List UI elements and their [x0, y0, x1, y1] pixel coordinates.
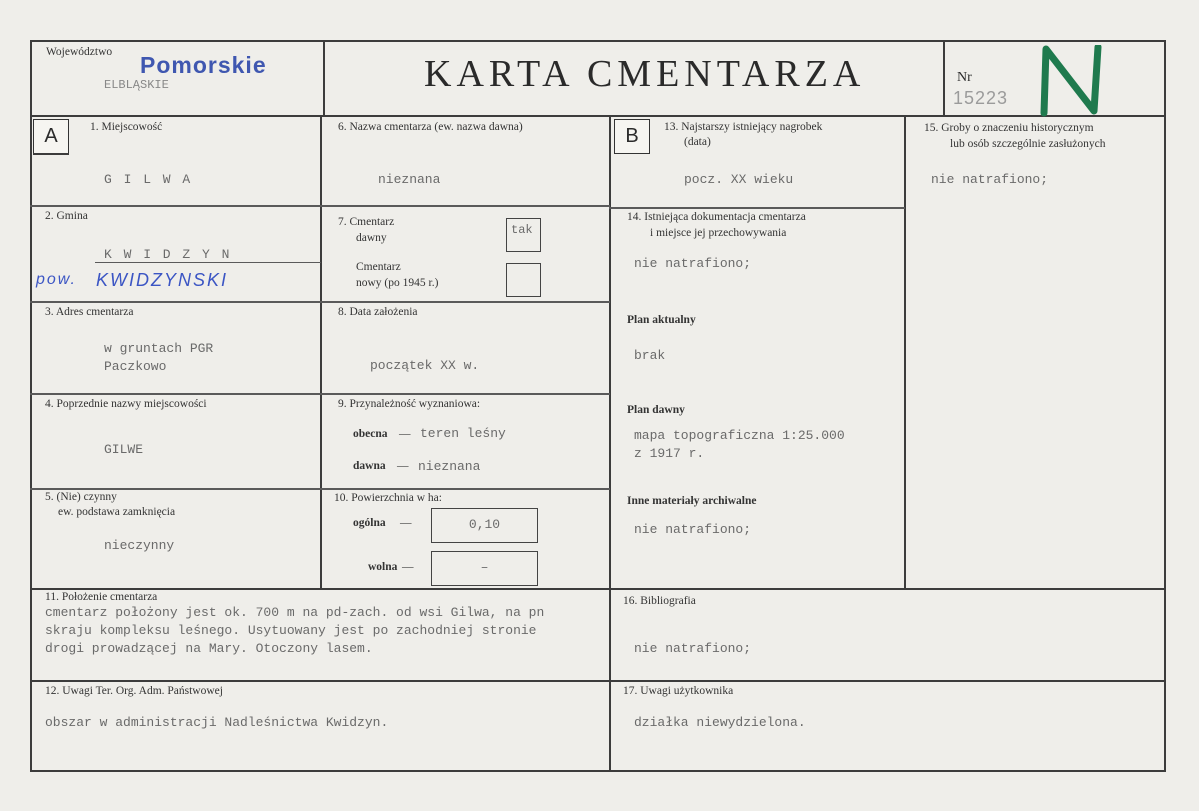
field-16-label: 16. Bibliografia [623, 595, 696, 607]
field-9-former-value: nieznana [418, 459, 481, 474]
row-line-2 [30, 301, 610, 303]
field-13-label-line1: 13. Najstarszy istniejący nagrobek [664, 121, 823, 133]
frame-top [30, 40, 1166, 42]
row-line-6 [30, 680, 1166, 682]
header-divider [30, 115, 1166, 117]
archives-label: Inne materiały archiwalne [627, 495, 757, 507]
field-7-new-label-line2: nowy (po 1945 r.) [356, 277, 439, 289]
field-7-new-checkbox [506, 263, 541, 297]
field-10-total-dash: — [400, 517, 412, 529]
plan-old-value-line1: mapa topograficzna 1:25.000 [634, 428, 845, 443]
field-14-label-line2: i miejsce jej przechowywania [650, 227, 787, 239]
col-divider-1 [320, 115, 322, 588]
col-divider-2 [609, 115, 611, 770]
col-divider-3 [904, 115, 906, 590]
field-10-free-dash: — [402, 561, 414, 573]
section-a-underline [33, 153, 69, 155]
field-11-line1: cmentarz położony jest ok. 700 m na pd-zach. od wsi Gilwa, na pn [45, 605, 545, 620]
row-line-5 [30, 588, 1166, 590]
field-5-label-line2: ew. podstawa zamknięcia [58, 506, 176, 518]
field-1-label: 1. Miejscowość [90, 121, 163, 133]
field-10-free-value: – [480, 560, 489, 575]
field-10-total-value: 0,10 [468, 517, 501, 532]
field-12-value: obszar w administracji Nadleśnictwa Kwidzyn. [45, 715, 389, 730]
field-8-label: 8. Data założenia [338, 306, 418, 318]
plan-old-value-line2: z 1917 r. [634, 446, 705, 461]
row-line-4 [30, 488, 610, 490]
field-15-label-line1: 15. Groby o znaczeniu historycznym [924, 122, 1094, 134]
field-10-label: 10. Powierzchnia w ha: [334, 492, 442, 504]
field-2-hand-prefix: pow. [36, 271, 77, 288]
field-15-value: nie natrafiono; [931, 172, 1049, 187]
row-line-b1 [609, 207, 905, 209]
field-7-old-check-value: tak [511, 223, 533, 237]
field-7-new-label-line1: Cmentarz [356, 261, 401, 273]
section-b-mark: B [614, 119, 650, 154]
field-10-free-label: wolna [368, 561, 398, 573]
archives-value: nie natrafiono; [634, 522, 752, 537]
frame-left [30, 40, 32, 772]
field-4-label: 4. Poprzednie nazwy miejscowości [45, 398, 207, 410]
field-2-label: 2. Gmina [45, 210, 88, 222]
field-6-label: 6. Nazwa cmentarza (ew. nazwa dawna) [338, 121, 523, 133]
field-3-value-line1: w gruntach PGR [104, 341, 214, 356]
field-11-line2: skraju kompleksu leśnego. Usytuowany jest po zachodniej stronie [45, 623, 537, 638]
field-9-current-dash: — [399, 428, 411, 440]
voivodeship-typed: ELBLĄSKIE [104, 78, 169, 92]
field-7-old-label-line1: 7. Cmentarz [338, 216, 395, 228]
page-title: KARTA CMENTARZA [424, 53, 866, 95]
header-vline-2 [943, 40, 945, 116]
field-3-label: 3. Adres cmentarza [45, 306, 134, 318]
row-line-1 [30, 205, 610, 207]
field-9-current-value: teren leśny [420, 426, 506, 441]
field-9-current-label: obecna [353, 428, 388, 440]
row-line-3 [30, 393, 610, 395]
field-9-label: 9. Przynależność wyznaniowa: [338, 398, 481, 410]
field-5-label-line1: 5. (Nie) czynny [45, 491, 117, 503]
field-2-hand-value: KWIDZYNSKI [96, 270, 229, 290]
field-10-total-box [431, 508, 538, 543]
field-9-former-label: dawna [353, 460, 386, 472]
field-4-value: GILWE [104, 442, 144, 457]
voivodeship-stamp: Pomorskie [140, 52, 267, 78]
field-9-former-dash: — [397, 460, 409, 472]
field-5-value: nieczynny [104, 538, 175, 553]
category-mark [1036, 45, 1116, 117]
header-vline-1 [323, 40, 325, 116]
nr-value: 15223 [953, 88, 1009, 108]
field-10-total-label: ogólna [353, 517, 386, 529]
field-12-label: 12. Uwagi Ter. Org. Adm. Państwowej [45, 685, 223, 697]
section-a-mark: A [33, 119, 69, 154]
field-14-value: nie natrafiono; [634, 256, 752, 271]
frame-bottom [30, 770, 1166, 772]
field-1-value: G I L W A [104, 172, 193, 187]
plan-current-label: Plan aktualny [627, 314, 696, 326]
field-13-label-line2: (data) [684, 136, 711, 148]
field-17-value: działka niewydzielona. [634, 715, 806, 730]
plan-current-value: brak [634, 348, 666, 363]
plan-old-label: Plan dawny [627, 404, 685, 416]
field-7-old-checkbox [506, 218, 541, 252]
field-11-line3: drogi prowadzącej na Mary. Otoczony lasem. [45, 641, 373, 656]
frame-right [1164, 40, 1166, 772]
field-10-free-box [431, 551, 538, 586]
nr-label: Nr [957, 70, 972, 85]
field-11-label: 11. Położenie cmentarza [45, 591, 158, 603]
field-7-old-label-line2: dawny [356, 232, 387, 244]
voivodeship-label: Województwo [46, 46, 113, 58]
field-2-value: K W I D Z Y N [104, 247, 232, 262]
field-6-value: nieznana [378, 172, 441, 187]
field-3-value-line2: Paczkowo [104, 359, 167, 374]
field-13-value: pocz. XX wieku [684, 172, 794, 187]
field-14-label-line1: 14. Istniejąca dokumentacja cmentarza [627, 211, 806, 223]
field-15-label-line2: lub osób szczególnie zasłużonych [950, 138, 1106, 150]
field-8-value: początek XX w. [370, 358, 480, 373]
field-17-label: 17. Uwagi użytkownika [623, 685, 734, 697]
field-16-value: nie natrafiono; [634, 641, 752, 656]
